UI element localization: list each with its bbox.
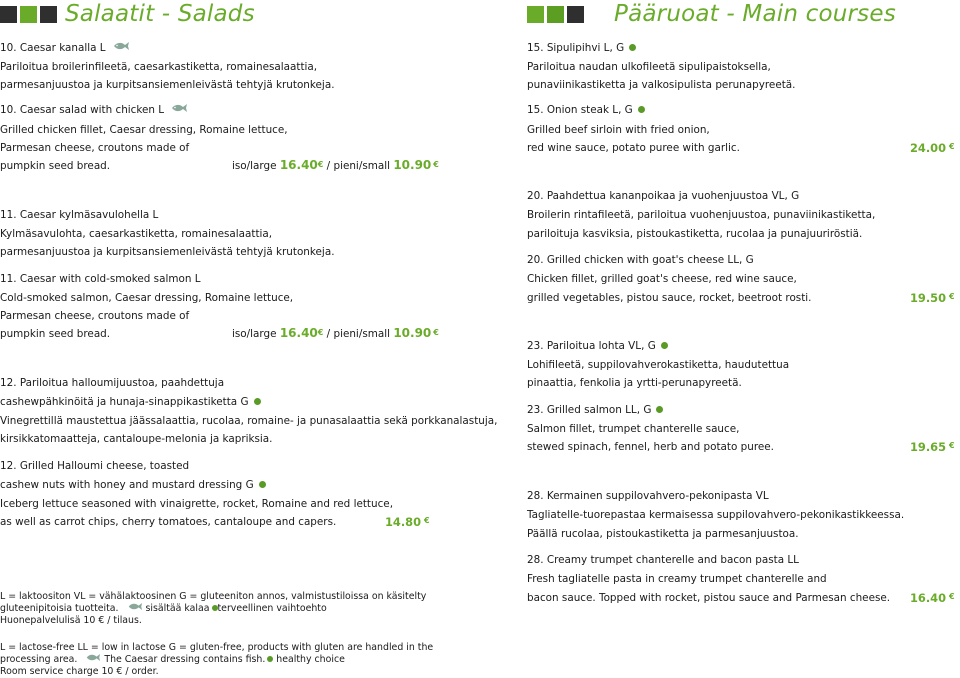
item-title-text: 10. Caesar salad with chicken L [0,104,165,116]
main-courses-header [527,0,960,28]
price-label: iso/large [232,160,277,172]
price-label: / pieni/small [326,328,390,340]
item-10-en-desc-2: Parmesan cheese, croutons made of [0,142,190,154]
legend-text: The Caesar dressing contains fish. [104,654,266,665]
fish-icon [127,602,143,611]
healthy-choice-icon [267,656,273,662]
item-28-en-desc-2: bacon sauce. Topped with rocket, pistou sauce and Parmesan cheese. [527,592,891,604]
price-value: 19.50 [910,291,947,305]
legend-text: terveellinen vaihtoehto [217,603,327,614]
item-10-en-desc-3: pumpkin seed bread. [0,160,111,172]
header-block [40,6,57,23]
item-11-price [232,326,439,341]
healthy-choice-icon [259,481,266,488]
item-20-fi-desc-2: pariloituja kasviksia, pistoukastiketta, rucolaa ja punajuuriröstiä. [527,228,863,240]
item-title-text: cashew nuts with honey and mustard dressing G [0,479,254,491]
healthy-choice-icon [638,106,645,113]
item-28-en-title: 28. Creamy trumpet chanterelle and bacon pasta LL [527,554,799,566]
item-10-fi-title [0,41,130,55]
price-value: 24.00 [910,141,947,155]
header-block [547,6,564,23]
healthy-choice-icon [656,406,663,413]
item-11-fi-title: 11. Caesar kylmäsavulohella L [0,209,159,221]
item-12-en-title-2 [0,478,266,492]
item-23-price [910,440,955,454]
item-28-fi-title: 28. Kermainen suppilovahvero-pekonipasta VL [527,490,769,502]
currency: € [433,160,439,169]
legend-en-1: L = lactose-free LL = low in lactose G = gluten-free, products with gluten are handled in the [0,642,434,653]
item-10-en-title [0,103,188,117]
item-title-text: 23. Pariloitua lohta VL, G [527,340,656,352]
price-label: iso/large [232,328,277,340]
item-12-en-title: 12. Grilled Halloumi cheese, toasted [0,460,190,472]
item-12-price [385,515,430,529]
item-23-en-desc-1: Salmon fillet, trumpet chanterelle sauce, [527,423,740,435]
item-28-fi-desc-1: Tagliatelle-tuorepastaa kermaisessa suppilovahvero-pekonikastikkeessa. [527,509,905,521]
item-title-text: 15. Sipulipihvi L, G [527,42,625,54]
price-small: 10.90 [393,326,432,340]
item-23-en-title [527,403,663,417]
legend-fi-2 [0,603,327,615]
legend-text: gluteenipitoisia tuotteita. [0,603,119,614]
item-15-en-desc-1: Grilled beef sirloin with fried onion, [527,124,710,136]
item-23-fi-desc-1: Lohifileetä, suppilovahverokastiketta, haudutettua [527,359,790,371]
header-block [527,6,544,23]
item-15-fi-title [527,41,636,55]
legend-text: sisältää kalaa [145,603,210,614]
legend-fi-1: L = laktoositon VL = vähälaktoosinen G = gluteeniton annos, valmistustiloissa on käsitelty [0,591,427,602]
item-title-text: 15. Onion steak L, G [527,104,633,116]
item-20-en-title: 20. Grilled chicken with goat's cheese LL, G [527,254,754,266]
item-11-en-desc-3: pumpkin seed bread. [0,328,111,340]
header-blocks [0,6,57,23]
item-title-text: cashewpähkinöitä ja hunaja-sinappikastiketta G [0,396,249,408]
item-28-en-desc-1: Fresh tagliatelle pasta in creamy trumpet chanterelle and [527,573,827,585]
item-23-fi-title [527,339,668,353]
item-11-en-desc-2: Parmesan cheese, croutons made of [0,310,190,322]
item-20-price [910,291,955,305]
legend-en-2 [0,654,345,666]
item-28-fi-desc-2: Päällä rucolaa, pistoukastiketta ja parmesanjuustoa. [527,528,799,540]
item-12-fi-title-2 [0,395,261,409]
item-12-fi-desc-2: kirsikkatomaatteja, cantaloupe-melonia ja kapriksia. [0,433,273,445]
healthy-choice-icon [629,44,636,51]
fish-icon [170,103,188,113]
currency: € [949,441,955,450]
item-10-price [232,158,439,173]
item-10-en-desc-1: Grilled chicken fillet, Caesar dressing, Romaine lettuce, [0,124,288,136]
item-20-fi-title: 20. Paahdettua kananpoikaa ja vuohenjuustoa VL, G [527,190,800,202]
healthy-choice-icon [661,342,668,349]
item-title-text: 23. Grilled salmon LL, G [527,404,652,416]
item-15-fi-desc-2: punaviinikastiketta ja valkosipulista perunapyreetä. [527,79,796,91]
currency: € [433,328,439,337]
price-value: 14.80 [385,515,422,529]
item-12-en-desc-1: Iceberg lettuce seasoned with vinaigrette, rocket, Romaine and red lettuce, [0,498,393,510]
item-15-price [910,141,955,155]
item-23-en-desc-2: stewed spinach, fennel, herb and potato puree. [527,441,774,453]
currency: € [424,516,430,525]
main-courses-title: Pääruoat - Main courses [614,1,896,27]
item-15-en-desc-2: red wine sauce, potato puree with garlic. [527,142,740,154]
healthy-choice-icon [212,605,218,611]
item-title-text: 10. Caesar kanalla L [0,42,106,54]
fish-icon [112,41,130,51]
item-20-fi-desc-1: Broilerin rintafileetä, pariloitua vuohenjuustoa, punaviinikastiketta, [527,209,876,221]
legend-text: processing area. [0,654,78,665]
price-value: 16.40 [910,591,947,605]
healthy-choice-icon [254,398,261,405]
item-10-fi-desc-2: parmesanjuustoa ja kurpitsansiemenleivästä tehtyjä krutonkeja. [0,79,335,91]
header-block [567,6,584,23]
legend-en-3: Room service charge 10 € / order. [0,666,159,677]
currency: € [317,328,324,337]
currency: € [949,142,955,151]
item-15-fi-desc-1: Pariloitua naudan ulkofileetä sipulipaistoksella, [527,61,771,73]
currency: € [949,292,955,301]
currency: € [949,592,955,601]
item-12-fi-title: 12. Pariloitua halloumijuustoa, paahdettuja [0,377,225,389]
salads-header [0,0,400,28]
header-blocks [527,6,584,23]
price-small: 10.90 [393,158,432,172]
legend-fi-3: Huonepalvelulisä 10 € / tilaus. [0,615,142,626]
salads-title: Salaatit - Salads [65,1,255,27]
item-15-en-title [527,103,645,117]
item-11-en-desc-1: Cold-smoked salmon, Caesar dressing, Romaine lettuce, [0,292,294,304]
item-12-en-desc-2: as well as carrot chips, cherry tomatoes, cantaloupe and capers. [0,516,337,528]
header-block [0,6,17,23]
item-11-fi-desc-2: parmesanjuustoa ja kurpitsansiemenleivästä tehtyjä krutonkeja. [0,246,335,258]
price-large: 16.40 [279,158,318,172]
item-20-en-desc-2: grilled vegetables, pistou sauce, rocket, beetroot rosti. [527,292,812,304]
item-20-en-desc-1: Chicken fillet, grilled goat's cheese, red wine sauce, [527,273,797,285]
currency: € [317,160,324,169]
item-11-fi-desc-1: Kylmäsavulohta, caesarkastiketta, romainesalaattia, [0,228,273,240]
item-12-fi-desc-1: Vinegrettillä maustettua jäässalaattia, rucolaa, romaine- ja punasalaattia sekä porkkanalastuja, [0,415,498,427]
header-block [20,6,37,23]
item-11-en-title: 11. Caesar with cold-smoked salmon L [0,273,201,285]
fish-icon [85,653,101,662]
price-large: 16.40 [279,326,318,340]
item-23-fi-desc-2: pinaattia, fenkolia ja yrtti-perunapyreetä. [527,377,742,389]
legend-text: healthy choice [276,654,345,665]
price-label: / pieni/small [326,160,390,172]
item-28-price [910,591,955,605]
price-value: 19.65 [910,440,947,454]
item-10-fi-desc-1: Pariloitua broilerinfileetä, caesarkastiketta, romainesalaattia, [0,61,318,73]
